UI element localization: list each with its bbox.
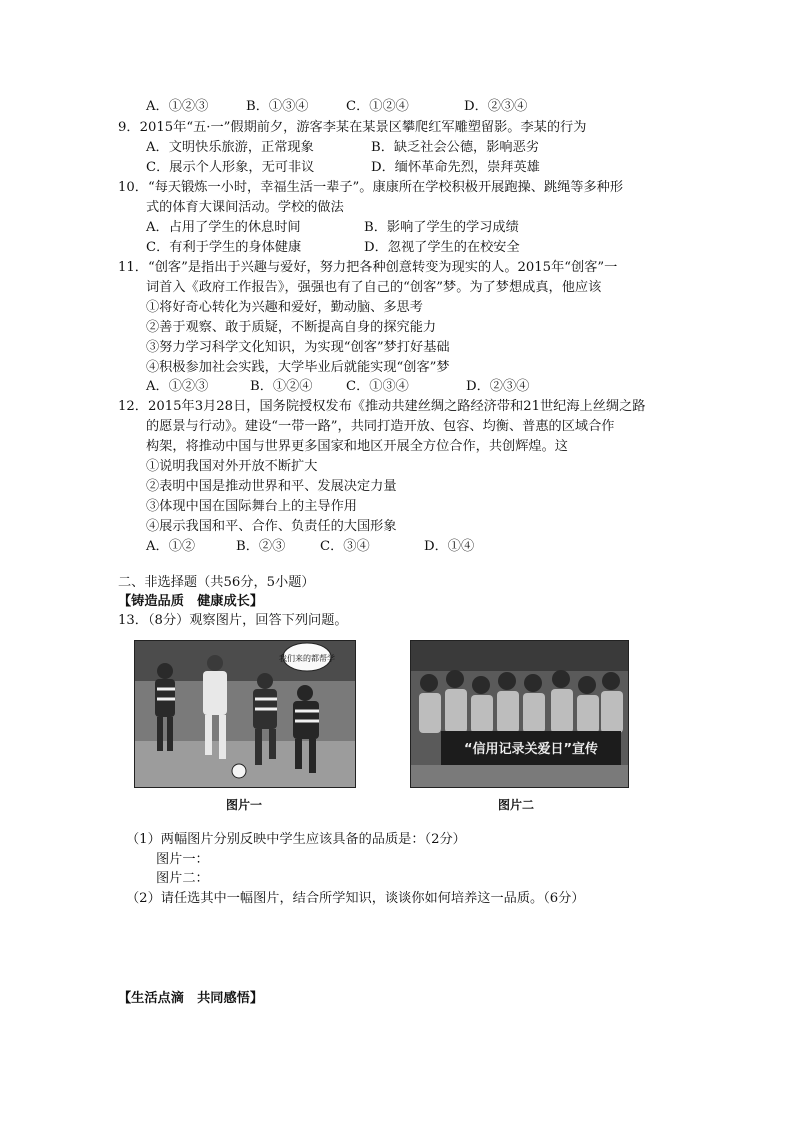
q12-item-2: ②表明中国是推动世界和平、发展决定力量 — [146, 479, 397, 494]
q13-sub1-answer-a: 图片一： — [156, 852, 209, 867]
q13-stem: 13．（8分）观察图片，回答下列问题。 — [118, 613, 348, 628]
q12-option-a: A．①② — [146, 539, 196, 554]
q10-options-row2 — [146, 238, 520, 258]
q12-item-4: ④展示我国和平、合作、负责任的大国形象 — [146, 519, 397, 534]
section2-heading-2: 【生活点滴 共同感悟】 — [118, 991, 264, 1006]
q11-options — [146, 377, 529, 397]
q12-option-c: C．③④ — [320, 539, 370, 554]
q10-option-b: B．影响了学生的学习成绩 — [364, 220, 519, 235]
q12-option-d: D．①④ — [424, 539, 475, 554]
section2-title: 二、非选择题（共56分，5小题） — [118, 575, 315, 590]
q11-option-a: A．①②③ — [146, 379, 209, 394]
q9-option-d: D．缅怀革命先烈，崇拜英雄 — [371, 160, 540, 175]
photo-credit-banner-text: “信用记录关爱日”宣传 — [463, 742, 599, 757]
q9-option-a: A．文明快乐旅游，正常现象 — [146, 140, 314, 155]
photo-credit-campaign — [410, 640, 629, 788]
q12-stem-line1: 12．2015年3月28日，国务院授权发布《推动共建丝绸之路经济带和21世纪海上丝绸之路 — [118, 399, 646, 414]
q9-options-row2 — [146, 158, 540, 178]
q11-option-b: B．①②④ — [250, 379, 313, 394]
q8-option-c: C．①②④ — [346, 99, 409, 114]
q11-item-3: ③努力学习科学文化知识，为实现“创客”梦打好基础 — [146, 340, 450, 355]
q11-stem-line2: 词首入《政府工作报告》，强强也有了自己的“创客”梦。为了梦想成真，他应该 — [146, 280, 602, 295]
q13-sub2: （2）请任选其中一幅图片，结合所学知识，谈谈你如何培养这一品质。（6分） — [126, 891, 585, 906]
q8-option-a: A．①②③ — [146, 99, 209, 114]
photo-credit-illustration — [411, 641, 628, 787]
q9-option-c: C．展示个人形象，无可非议 — [146, 160, 315, 175]
q8-option-d: D．②③④ — [464, 99, 528, 114]
q10-option-d: D．忽视了学生的在校安全 — [364, 240, 520, 255]
photo-credit-caption: 图片二 — [498, 798, 535, 812]
q12-option-b: B．②③ — [236, 539, 286, 554]
q11-stem-line1: 11．“创客”是指出于兴趣与爱好，努力把各种创意转变为现实的人。2015年“创客”一 — [118, 260, 618, 275]
q10-options-row1 — [146, 218, 519, 238]
q11-option-c: C．①③④ — [346, 379, 409, 394]
q8-options — [146, 97, 527, 117]
q10-stem-line2: 式的体育大课间活动。学校的做法 — [146, 200, 344, 215]
photo-soccer-caption: 图片一 — [226, 798, 263, 812]
q12-item-1: ①说明我国对外开放不断扩大 — [146, 459, 318, 474]
q13-sub1: （1）两幅图片分别反映中学生应该具备的品质是：（2分） — [126, 832, 466, 847]
photo-soccer-illustration — [135, 641, 355, 787]
q12-options — [146, 537, 474, 557]
photo-soccer-bubble-text: 我们来的都帮学 — [279, 654, 335, 663]
q9-option-b: B．缺乏社会公德，影响恶劣 — [371, 140, 539, 155]
q10-option-a: A．占用了学生的休息时间 — [146, 220, 301, 235]
q11-item-1: ①将好奇心转化为兴趣和爱好，勤动脑、多思考 — [146, 300, 423, 315]
photo-soccer — [134, 640, 356, 788]
q9-options-row1 — [146, 138, 539, 158]
q10-stem-line1: 10．“每天锻炼一小时，幸福生活一辈子”。康康所在学校积极开展跑操、跳绳等多种形 — [118, 180, 624, 195]
q8-option-b: B．①③④ — [246, 99, 309, 114]
section2-heading-1: 【铸造品质 健康成长】 — [118, 594, 264, 609]
q9-stem: 9．2015年“五·一”假期前夕，游客李某在某景区攀爬红军雕塑留影。李某的行为 — [118, 120, 587, 135]
q13-sub1-answer-b: 图片二： — [156, 871, 209, 886]
q11-option-d: D．②③④ — [466, 379, 530, 394]
q12-stem-line2: 的愿景与行动》。建设“一带一路”，共同打造开放、包容、均衡、普惠的区域合作 — [146, 419, 615, 434]
q12-item-3: ③体现中国在国际舞台上的主导作用 — [146, 499, 357, 514]
q12-stem-line3: 构架，将推动中国与世界更多国家和地区开展全方位合作，共创辉煌。这 — [146, 439, 568, 454]
q10-option-c: C．有利于学生的身体健康 — [146, 240, 302, 255]
q11-item-2: ②善于观察、敢于质疑，不断提高自身的探究能力 — [146, 320, 437, 335]
q11-item-4: ④积极参加社会实践，大学毕业后就能实现“创客”梦 — [146, 360, 450, 375]
